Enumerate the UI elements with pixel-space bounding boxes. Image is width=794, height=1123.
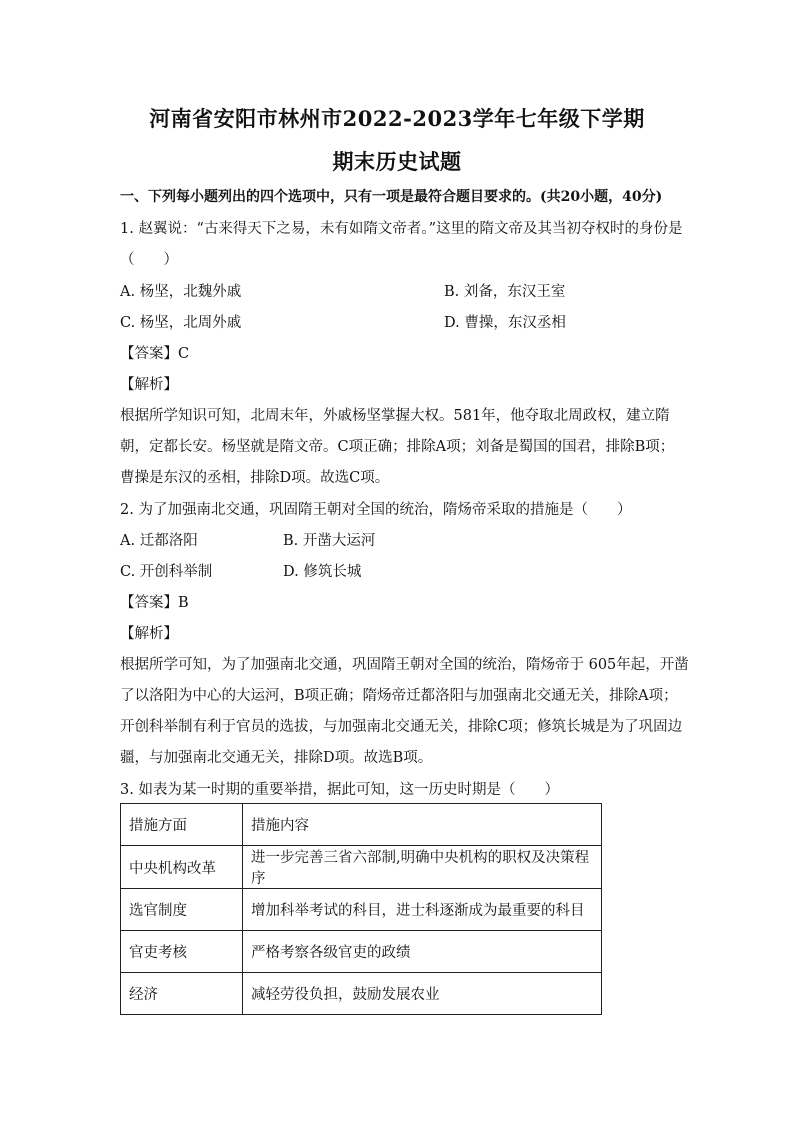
table-cell: 严格考察各级官吏的政绩 <box>243 931 602 973</box>
table-cell: 进一步完善三省六部制,明确中央机构的职权及决策程序 <box>243 846 602 889</box>
table-cell: 减轻劳役负担，鼓励发展农业 <box>243 973 602 1015</box>
page-title: 河南省安阳市林州市2022-2023学年七年级下学期 <box>149 106 645 131</box>
q2-stem: 2. 为了加强南北交通，巩固隋王朝对全国的统治，隋炀帝采取的措施是（ ） <box>120 502 632 518</box>
q2-option-d: D. 修筑长城 <box>283 564 362 580</box>
q1-stem: 1. 赵翼说：“古来得天下之易，未有如隋文帝者。”这里的隋文帝及其当初夺权时的身份是 <box>120 221 683 237</box>
q1-analysis-line: 曹操是东汉的丞相，排除D项。故选C项。 <box>120 470 390 486</box>
q1-option-a: A. 杨坚，北魏外戚 <box>120 284 242 300</box>
table-cell: 官吏考核 <box>121 931 243 973</box>
table-cell: 增加科举考试的科目，进士科逐渐成为最重要的科目 <box>243 889 602 931</box>
q2-option-a: A. 迁都洛阳 <box>120 533 198 549</box>
q1-answer: 【答案】C <box>120 346 190 362</box>
table-cell: 中央机构改革 <box>121 846 243 889</box>
table-cell: 选官制度 <box>121 889 243 931</box>
q1-option-c: C. 杨坚，北周外戚 <box>120 315 242 331</box>
q2-option-b: B. 开凿大运河 <box>283 533 376 549</box>
section-heading: 一、下列每小题列出的四个选项中，只有一项是最符合题目要求的。(共20小题，40分) <box>120 189 663 205</box>
q1-analysis-label: 【解析】 <box>120 377 178 393</box>
table-row <box>121 889 602 931</box>
table-row <box>121 973 602 1015</box>
measures-table <box>120 803 602 1015</box>
q3-stem: 3. 如表为某一时期的重要举措，据此可知，这一历史时期是（ ） <box>120 782 559 798</box>
q1-option-d: D. 曹操，东汉丞相 <box>444 315 566 331</box>
table-header-cell: 措施内容 <box>243 804 602 846</box>
q2-option-c: C. 开创科举制 <box>120 564 213 580</box>
q2-analysis-label: 【解析】 <box>120 626 178 642</box>
q2-answer: 【答案】B <box>120 595 189 611</box>
q2-analysis-line: 了以洛阳为中心的大运河，B项正确；隋炀帝迁都洛阳与加强南北交通无关，排除A项； <box>120 688 678 704</box>
q1-stem-blank: （ ） <box>120 252 178 268</box>
q1-analysis-line: 根据所学知识可知，北周末年，外戚杨坚掌握大权。581年，他夺取北周政权，建立隋 <box>120 408 670 424</box>
table-row <box>121 931 602 973</box>
q2-analysis-line: 开创科举制有利于官员的选拔，与加强南北交通无关，排除C项；修筑长城是为了巩固边 <box>120 719 683 735</box>
table-header-cell: 措施方面 <box>121 804 243 846</box>
table-row <box>121 846 602 889</box>
page-subtitle: 期末历史试题 <box>332 149 462 174</box>
q1-analysis-line: 朝，定都长安。杨坚就是隋文帝。C项正确；排除A项；刘备是蜀国的国君，排除B项； <box>120 439 675 455</box>
q2-analysis-line: 疆，与加强南北交通无关，排除D项。故选B项。 <box>120 750 433 766</box>
table-cell: 经济 <box>121 973 243 1015</box>
q1-option-b: B. 刘备，东汉王室 <box>444 284 566 300</box>
q2-analysis-line: 根据所学可知，为了加强南北交通，巩固隋王朝对全国的统治，隋炀帝于 605年起，开凿 <box>120 657 689 673</box>
table-row <box>121 804 602 846</box>
